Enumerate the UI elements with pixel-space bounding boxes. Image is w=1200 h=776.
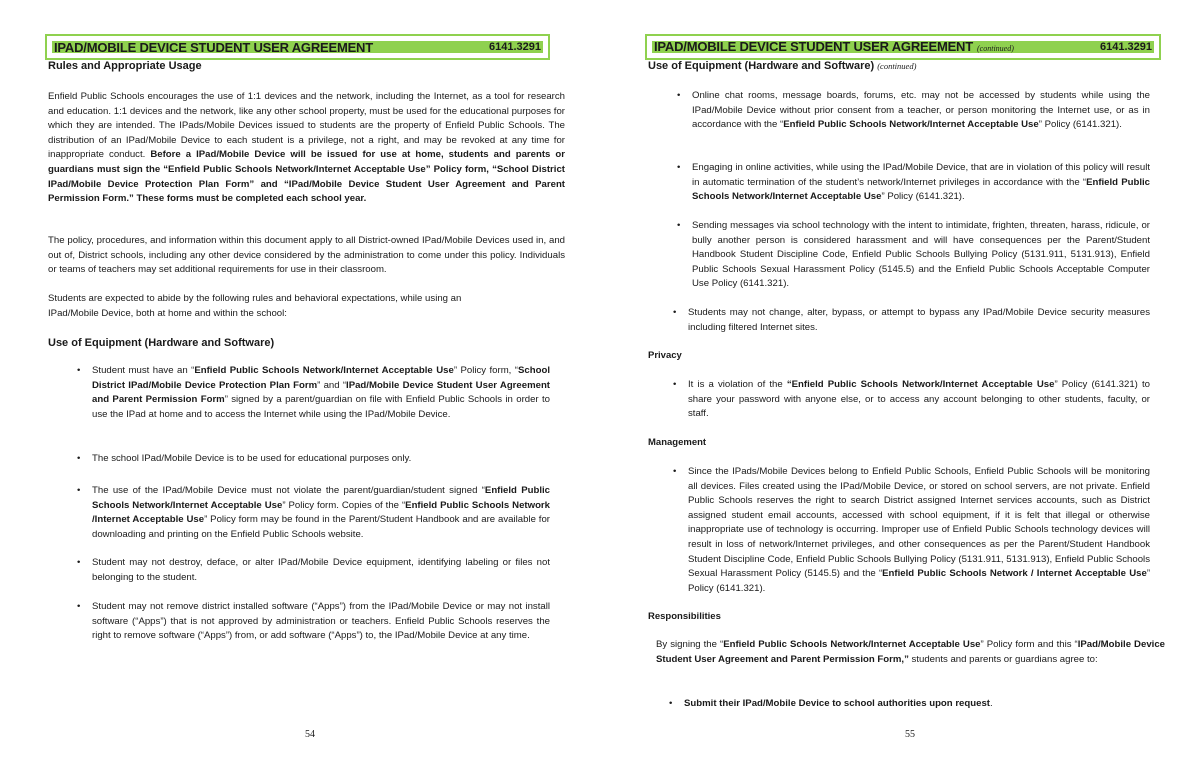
section-heading: Use of Equipment (Hardware and Software): [48, 337, 275, 349]
text: ” Policy (6141.321).: [688, 568, 1151, 594]
bold-text: Enfield Public Schools Network /Internet Acceptable Use: [92, 499, 550, 526]
section-heading: Rules and Appropriate Usage: [48, 60, 202, 72]
text: Since the IPads/Mobile Devices belong to Enfield Public Schools, Enfield Public Schools will be monitoring all devices. Files created using the IPad/Mobile Device, or stored on school servers, are not private. Enfield Public Schools reserves the right to search District assigned Internet services accounts, such as District assigned student email accounts, accessed with school equipment, if it is felt that illegal or otherwise inappropriate use of technology is occurring. Improper use of Enfield Public Schools technology devices will result in loss of network/Internet privileges, and other consequences as per the Parent/Student Handbook Student Discipline Code, Enfield Public Schools Bullying Policy (5131.911, 5131.913), Enfield Public Schools Sexual Harassment Policy (5145.5) and the “: [688, 466, 1150, 580]
section-heading: Management: [648, 437, 707, 448]
bold-text: Enfield Public Schools Network/Internet Acceptable Use: [92, 485, 550, 511]
bullet-item: [673, 306, 1150, 335]
text: Student may not destroy, deface, or alter IPad/Mobile Device equipment, identifying labeling or files not belonging to the student.: [92, 557, 550, 583]
text: ” Policy (6141.321) to share your password with anyone else, or to access any account belonging to other students, faculty, or staff.: [688, 379, 1150, 420]
paragraph: [48, 234, 565, 278]
bold-text: School District IPad/Mobile Device Protection Plan Form: [92, 365, 550, 391]
bullet-icon: •: [77, 485, 81, 496]
text: The school IPad/Mobile Device is to be used for educational purposes only.: [92, 453, 412, 464]
section-heading: Responsibilities: [648, 611, 721, 622]
section-heading: [648, 60, 916, 72]
bold-text: IPad/Mobile Device Student User Agreement and Parent Permission Form: [92, 379, 551, 406]
text: ” Policy (6141.321).: [881, 191, 965, 203]
bold-text: Enfield Public Schools Network/Internet Acceptable Use: [723, 639, 981, 650]
policy-code: 6141.3291: [489, 41, 541, 53]
right-header-bar: [648, 37, 1158, 57]
text: ” Policy form may be found in the Parent/Student Handbook and are available for downloading and printing on the Enfield Public Schools website.: [92, 514, 550, 540]
bullet-icon: •: [673, 307, 677, 318]
bullet-icon: •: [677, 162, 681, 173]
policy-code: 6141.3291: [1100, 41, 1152, 53]
bullet-item: [77, 364, 551, 422]
text: Sending messages via school technology with the intent to intimidate, frighten, threaten, harass, ridicule, or bully another person is considered harassment and will have consequences per the Parent/Student Handbook Student Discipline Code, Enfield Public Schools Bullying Policy (5131.911, 5131.913), Enfield Public Schools Sexual Harassment Policy (5145.5) and the Enfield Public Schools Acceptable Computer Use Policy (6141.321).: [692, 220, 1150, 290]
text: .: [989, 698, 993, 709]
text: The policy, procedures, and information within this document apply to all District-owned IPad/Mobile Devices used in, and out of, District schools, including any other device considered by the administration to come under this policy. Individuals or teams of teachers may set additional requirements for use in their classroom.: [48, 235, 565, 276]
text: ” Policy (6141.321).: [1038, 119, 1122, 131]
paragraph: [656, 638, 1165, 667]
text: students and parents or guardians agree to:: [908, 653, 1098, 665]
bullet-icon: •: [677, 90, 681, 101]
heading-text: Use of Equipment (Hardware and Software): [648, 60, 875, 72]
paragraph: [48, 292, 508, 321]
bullet-icon: •: [77, 601, 81, 612]
text: ” Policy form, “: [453, 365, 518, 376]
bullet-item: [677, 219, 1150, 292]
bullet-item: [673, 378, 1150, 422]
page-number: 54: [305, 729, 315, 740]
text: By signing the “: [656, 639, 724, 650]
text: ” signed by a parent/guardian on file with Enfield Public Schools in order to use the IPad at home and to access the Internet while using the IPad/Mobile Device.: [92, 394, 550, 420]
bullet-item: [677, 161, 1150, 205]
bullet-item: [77, 556, 550, 585]
bold-text: Enfield Public Schools Network / Internet Acceptable Use: [882, 568, 1147, 580]
continued-label: (continued): [977, 44, 1014, 53]
left-header-bar: [48, 37, 547, 57]
text: ” Policy form. Copies of the “: [282, 499, 406, 511]
bullet-icon: •: [77, 453, 81, 464]
text: Online chat rooms, message boards, forums, etc. may not be accessed by students while using the IPad/Mobile Device without prior consent from a teacher, or person monitoring the Internet use, or as in accordance with the “: [692, 90, 1150, 131]
header-title: IPAD/MOBILE DEVICE STUDENT USER AGREEMENT: [654, 39, 973, 54]
bold-text: Submit their IPad/Mobile Device to school authorities upon request: [684, 698, 990, 709]
section-heading: Privacy: [648, 350, 682, 361]
paragraph: [48, 90, 565, 207]
bold-text: Enfield Public Schools Network/Internet Acceptable Use: [783, 119, 1039, 131]
bold-text: “Enfield Public Schools Network/Internet Acceptable Use: [786, 379, 1055, 390]
text: Students may not change, alter, bypass, or attempt to bypass any IPad/Mobile Device security measures including filtered Internet sites.: [688, 307, 1150, 333]
bold-text: IPad/Mobile Device Student User Agreement and Parent Permission Form,”: [656, 639, 1165, 665]
bold-text: Before a IPad/Mobile Device will be issued for use at home, students and parents or guardians must sign the “Enfield Public Schools Network/Internet Acceptable Use” Policy form, “School District IPad/Mobile Device Protection Plan Form” and “IPad/Mobile Device Student User Agreement and Parent Permission Form.” These forms must be completed each school year.: [48, 149, 565, 205]
text: ” Policy form and this “: [980, 639, 1078, 650]
bullet-icon: •: [673, 466, 677, 477]
bullet-icon: •: [677, 220, 681, 231]
bullet-icon: •: [77, 557, 81, 568]
bullet-icon: •: [673, 379, 677, 390]
text: Engaging in online activities, while using the IPad/Mobile Device, that are in violation of this policy will result in automatic termination of the student’s network/Internet privileges in accordance with the “: [692, 162, 1150, 188]
header-title: IPAD/MOBILE DEVICE STUDENT USER AGREEMENT: [54, 39, 373, 55]
text: Enfield Public Schools encourages the use of 1:1 devices and the network, including the Internet, as a tool for research and education. 1:1 devices and the network, like any other school property, must be used for the educational purposes for which they are intended. The IPads/Mobile Devices issued to students are the property of Enfield Public Schools. The distribution of an IPad/Mobile Device to each student is a privilege, not a right, and may be revoked at any time for inappropriate conduct.: [48, 91, 565, 161]
bold-text: Enfield Public Schools Network/Internet Acceptable Use: [692, 176, 1150, 203]
page-number: 55: [905, 729, 915, 740]
bullet-item: [77, 600, 550, 644]
bullet-item: [677, 89, 1150, 133]
text: The use of the IPad/Mobile Device must not violate the parent/guardian/student signed “: [92, 485, 485, 496]
bullet-item: [673, 465, 1151, 596]
bullet-item: [77, 484, 550, 542]
bullet-item: [669, 697, 1150, 712]
text: Student may not remove district installed software (“Apps”) from the IPad/Mobile Device or may not install software (“Apps”) that is not approved by administration or teachers. Enfield Public Schools reserves the right to remove software (“Apps”) from, or add software (“Apps”) to, the IPad/Mobile Device at any time.: [92, 601, 550, 642]
text: Student must have an “: [92, 365, 195, 376]
continued-label: (continued): [877, 61, 917, 71]
text: It is a violation of the: [688, 379, 787, 390]
bullet-icon: •: [669, 698, 673, 709]
bullet-icon: •: [77, 365, 81, 376]
bold-text: Enfield Public Schools Network/Internet Acceptable Use: [194, 365, 454, 376]
text: ” and “: [317, 379, 347, 391]
bullet-item: [77, 452, 550, 467]
text: Students are expected to abide by the following rules and behavioral expectations, while using an IPad/Mobile Device, both at home and within the school:: [48, 293, 462, 319]
